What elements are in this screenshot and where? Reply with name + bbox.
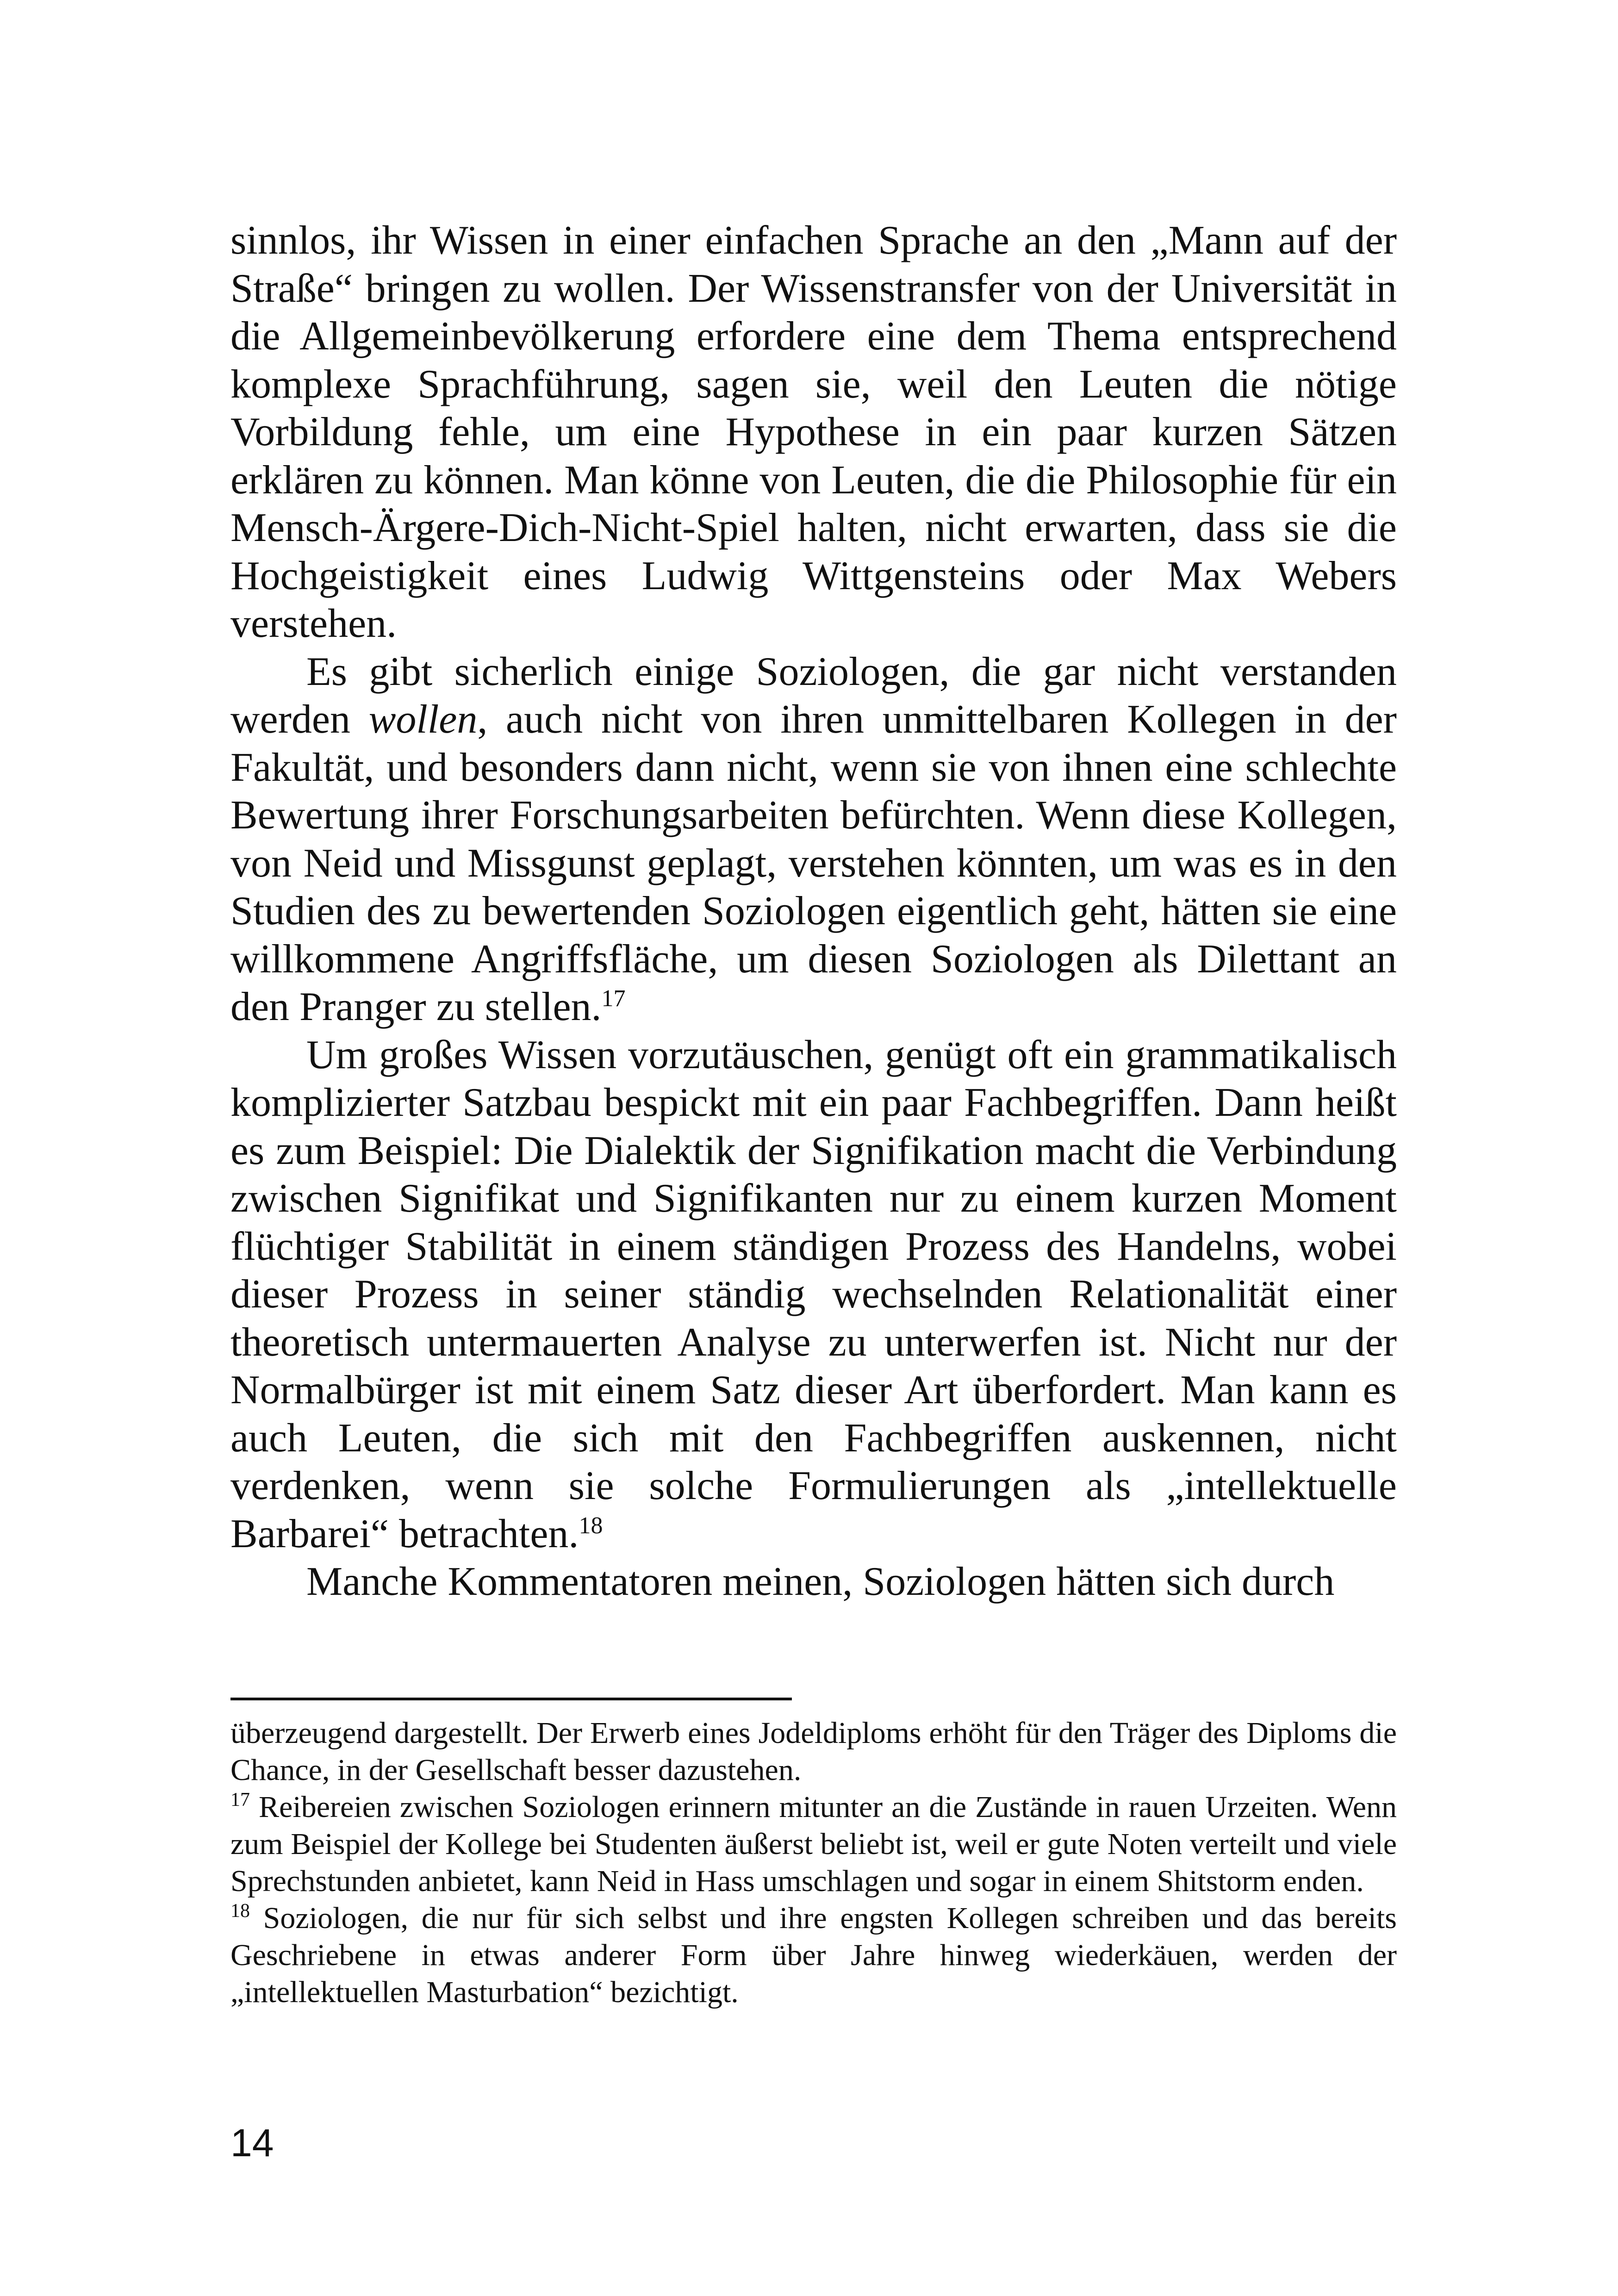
paragraph xyxy=(230,1031,1397,1558)
emphasis-text: wollen xyxy=(368,697,478,742)
footnote-separator xyxy=(230,1698,792,1700)
footnotes xyxy=(230,1715,1397,2011)
footnote-text: überzeugend dargestellt. Der Erwerb eines Jodeldiploms erhöht für den Träger des Diploms die Chance, in der Gesellschaft besser dazustehen. xyxy=(230,1716,1397,1787)
footnote-text: Soziologen, die nur für sich selbst und ihre engsten Kollegen schreiben und das bereits Geschriebene in etwas anderer Form über Jahre hinweg wiederkäuen, werden der „intellektuellen Masturbation“ bezichtigt. xyxy=(230,1901,1397,2009)
main-text xyxy=(230,217,1397,1606)
paragraph-text: , auch nicht von ihren unmittelbaren Kollegen in der Fakultät, und besonders dann nicht, wenn sie von ihnen eine schlechte Bewertung ihrer Forschungsarbeiten befürchten. Wenn diese Kollegen, von Neid und Missgunst geplagt, verstehen könnten, um was es in den Studien des zu bewertenden Soziologen eigentlich geht, hätten sie eine willkommene Angriffsfläche, um diesen Soziologen als Dilettant an den Pranger zu stellen. xyxy=(230,697,1397,1029)
paragraph xyxy=(230,648,1397,1031)
footnote xyxy=(230,1900,1397,2011)
footnote-number: 18 xyxy=(230,1900,250,1922)
paragraph: sinnlos, ihr Wissen in einer einfachen Sprache an den „Mann auf der Straße“ bringen zu wollen. Der Wissenstransfer von der Universität in die Allgemeinbevölkerung erfordere eine dem Thema entsprechend komplexe Sprachführung, sagen sie, weil den Leuten die nötige Vorbildung fehle, um eine Hypothese in ein paar kurzen Sätzen erklären zu können. Man könne von Leuten, die die Philosophie für ein Mensch-Ärgere-Dich-Nicht-Spiel halten, nicht erwarten, dass sie die Hochgeistigkeit eines Ludwig Wittgensteins oder Max Webers verstehen. xyxy=(230,218,1397,646)
footnote-reference: 18 xyxy=(579,1512,603,1539)
footnote xyxy=(230,1715,1397,1789)
paragraph-text: Um großes Wissen vorzutäuschen, genügt oft ein grammatikalisch komplizierter Satzbau bespickt mit ein paar Fachbegriffen. Dann heißt es zum Beispiel: Die Dialektik der Signifikation macht die Verbindung zwischen Signifikat und Signifikanten nur zu einem kurzen Moment flüchtiger Stabilität in einem ständigen Prozess des Handelns, wobei dieser Prozess in seiner ständig wechselnden Relationalität einer theoretisch untermauerten Analyse zu unterwerfen ist. Nicht nur der Normalbürger ist mit einem Satz dieser Art überfordert. Man kann es auch Leuten, die sich mit den Fachbegriffen auskennen, nicht verdenken, wenn sie solche Formulierungen als „intellektuelle Barbarei“ betrachten. xyxy=(230,1032,1397,1556)
page-number: 14 xyxy=(230,2121,274,2165)
footnote xyxy=(230,1789,1397,1900)
paragraph-text: Es gibt sicherlich einige Soziologen, die gar nicht verstanden werden xyxy=(230,649,1397,742)
footnote-reference: 17 xyxy=(601,985,626,1012)
paragraph: Manche Kommentatoren meinen, Soziologen hätten sich durch xyxy=(306,1559,1335,1604)
footnote-text: Reibereien zwischen Soziologen erinnern mitunter an die Zustände in rauen Urzeiten. Wenn zum Beispiel der Kollege bei Studenten äußerst beliebt ist, weil er gute Noten verteilt und viele Sprechstunden anbietet, kann Neid in Hass umschlagen und sogar in einem Shitstorm enden. xyxy=(230,1790,1397,1898)
footnote-number: 17 xyxy=(230,1789,250,1811)
